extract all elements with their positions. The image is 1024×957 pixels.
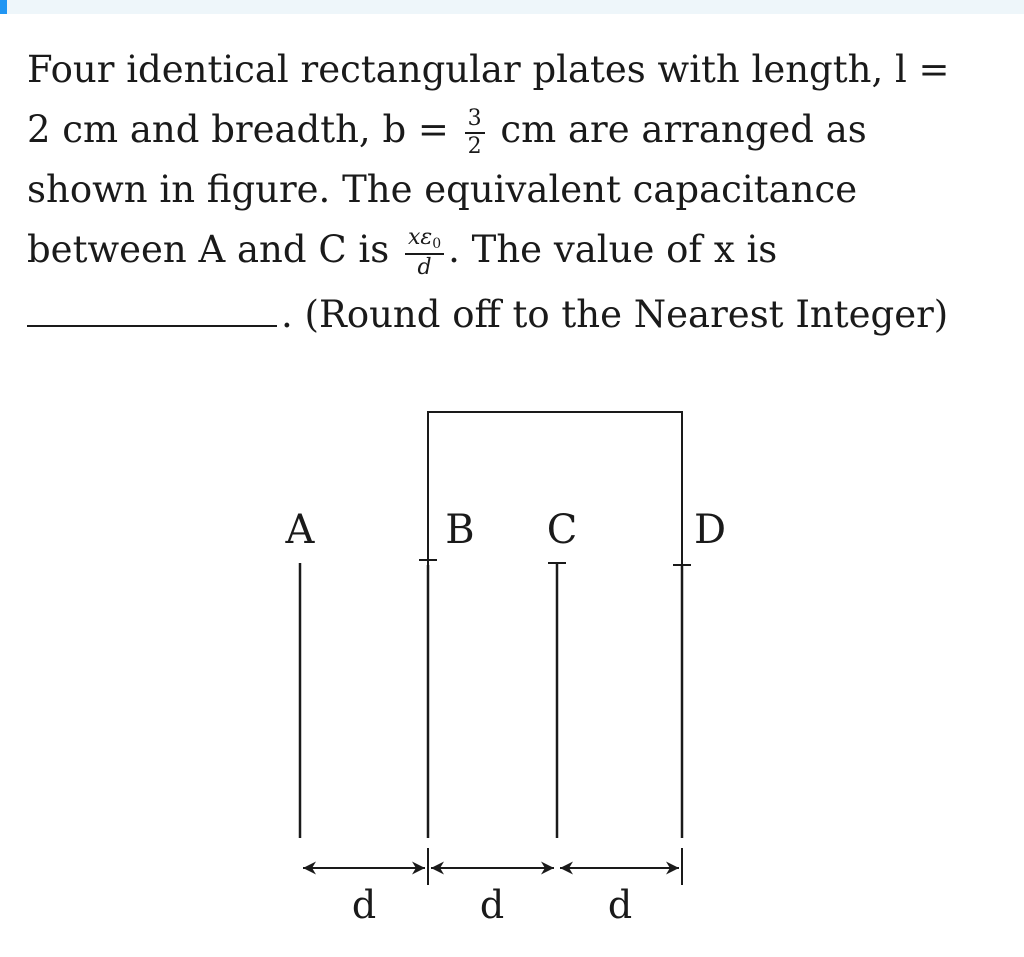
question-line-5-text: . (Round off to the Nearest Integer) bbox=[281, 293, 949, 336]
plate-label-d: D bbox=[693, 507, 727, 553]
capacitance-numerator-var: xε bbox=[407, 224, 433, 250]
breadth-numerator: 3 bbox=[465, 108, 485, 134]
question-line-2-end: cm are arranged as bbox=[500, 108, 867, 151]
question-line-4-end: . The value of x is bbox=[448, 228, 778, 271]
question-line-4-start: between A and C is bbox=[27, 228, 390, 271]
plate-label-c: C bbox=[546, 507, 578, 553]
spacing-label-ab: d bbox=[351, 883, 377, 927]
question-line-1-text: Four identical rectangular plates with length, l = bbox=[27, 48, 950, 91]
plate-label-a: A bbox=[285, 507, 315, 553]
question-line-2-start: 2 cm and breadth, b = bbox=[27, 108, 449, 151]
breadth-denominator: 2 bbox=[467, 133, 482, 159]
capacitance-denominator: d bbox=[417, 254, 432, 280]
capacitance-numerator-sub: 0 bbox=[432, 235, 442, 252]
spacing-label-bc: d bbox=[479, 883, 505, 927]
spacing-label-cd: d bbox=[607, 883, 633, 927]
plate-label-b: B bbox=[445, 507, 475, 553]
question-line-3-text: shown in figure. The equivalent capacitance bbox=[27, 168, 858, 211]
